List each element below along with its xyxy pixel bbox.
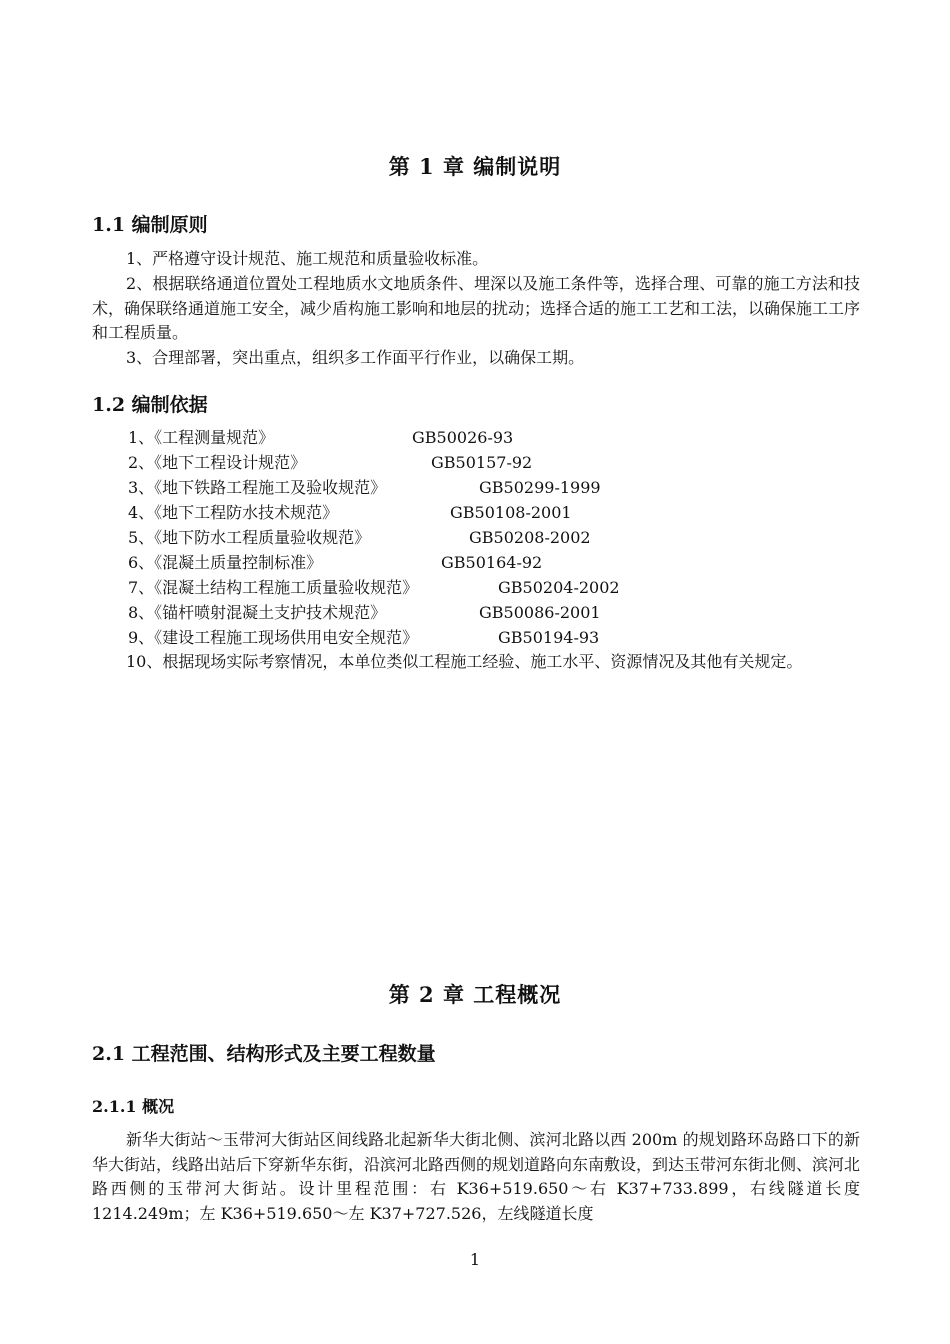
reference-code: GB50086-2001 — [479, 603, 601, 622]
reference-code: GB50164-92 — [441, 553, 543, 572]
principle-item-3: 3、合理部署，突出重点，组织多工作面平行作业，以确保工期。 — [126, 348, 585, 367]
section-2-1-1-heading: 2.1.1 概况 — [92, 1097, 175, 1116]
reference-code: GB50204-2002 — [498, 578, 620, 597]
reference-name: 5、《地下防水工程质量验收规范》 — [128, 528, 371, 547]
chapter-1-title: 第 1 章 编制说明 — [388, 154, 562, 179]
reference-code: GB50299-1999 — [479, 478, 601, 497]
reference-code: GB50208-2002 — [469, 528, 591, 547]
chapter-2-title: 第 2 章 工程概况 — [388, 982, 562, 1007]
reference-name: 8、《锚杆喷射混凝土支护技术规范》 — [128, 603, 387, 622]
reference-name: 6、《混凝土质量控制标准》 — [128, 553, 323, 572]
principle-item-1: 1、严格遵守设计规范、施工规范和质量验收标准。 — [126, 249, 489, 268]
section-2-1-heading: 2.1 工程范围、结构形式及主要工程数量 — [92, 1043, 436, 1065]
reference-name: 4、《地下工程防水技术规范》 — [128, 503, 339, 522]
reference-name: 9、《建设工程施工现场供用电安全规范》 — [128, 628, 419, 647]
reference-code: GB50157-92 — [431, 453, 533, 472]
principle-item-2: 2、根据联络通道位置处工程地质水文地质条件、埋深以及施工条件等，选择合理、可靠的施工方法和技术，确保联络通道施工安全，减少盾构施工影响和地层的扰动；选择合适的施工工艺和工法，以确保施工工序和工程质量。 — [92, 274, 861, 343]
overview-paragraph: 新华大街站～玉带河大街站区间线路北起新华大街北侧、滨河北路以西 200m 的规划路环岛路口下的新华大街站，线路出站后下穿新华东街，沿滨河北路西侧的规划道路向东南敷设，到达玉带河东街北侧、滨河北路西侧的玉带河大街站。设计里程范围：右 K36+519.650～右 K37+733.899，右线隧道长度 1214.249m；左 K36+519.650～左 K37+727.526，左线隧道长度 — [92, 1130, 861, 1223]
reference-code: GB50026-93 — [412, 428, 514, 447]
section-1-2-heading: 1.2 编制依据 — [92, 394, 208, 416]
reference-code: GB50108-2001 — [450, 503, 572, 522]
reference-name: 2、《地下工程设计规范》 — [128, 453, 307, 472]
reference-name: 3、《地下铁路工程施工及验收规范》 — [128, 478, 387, 497]
reference-closing: 10、根据现场实际考察情况，本单位类似工程施工经验、施工水平、资源情况及其他有关规定。 — [126, 652, 803, 671]
reference-name: 1、《工程测量规范》 — [128, 428, 275, 447]
reference-name: 7、《混凝土结构工程施工质量验收规范》 — [128, 578, 419, 597]
section-1-1-heading: 1.1 编制原则 — [92, 214, 208, 236]
page-number: 1 — [469, 1250, 481, 1269]
reference-code: GB50194-93 — [498, 628, 600, 647]
